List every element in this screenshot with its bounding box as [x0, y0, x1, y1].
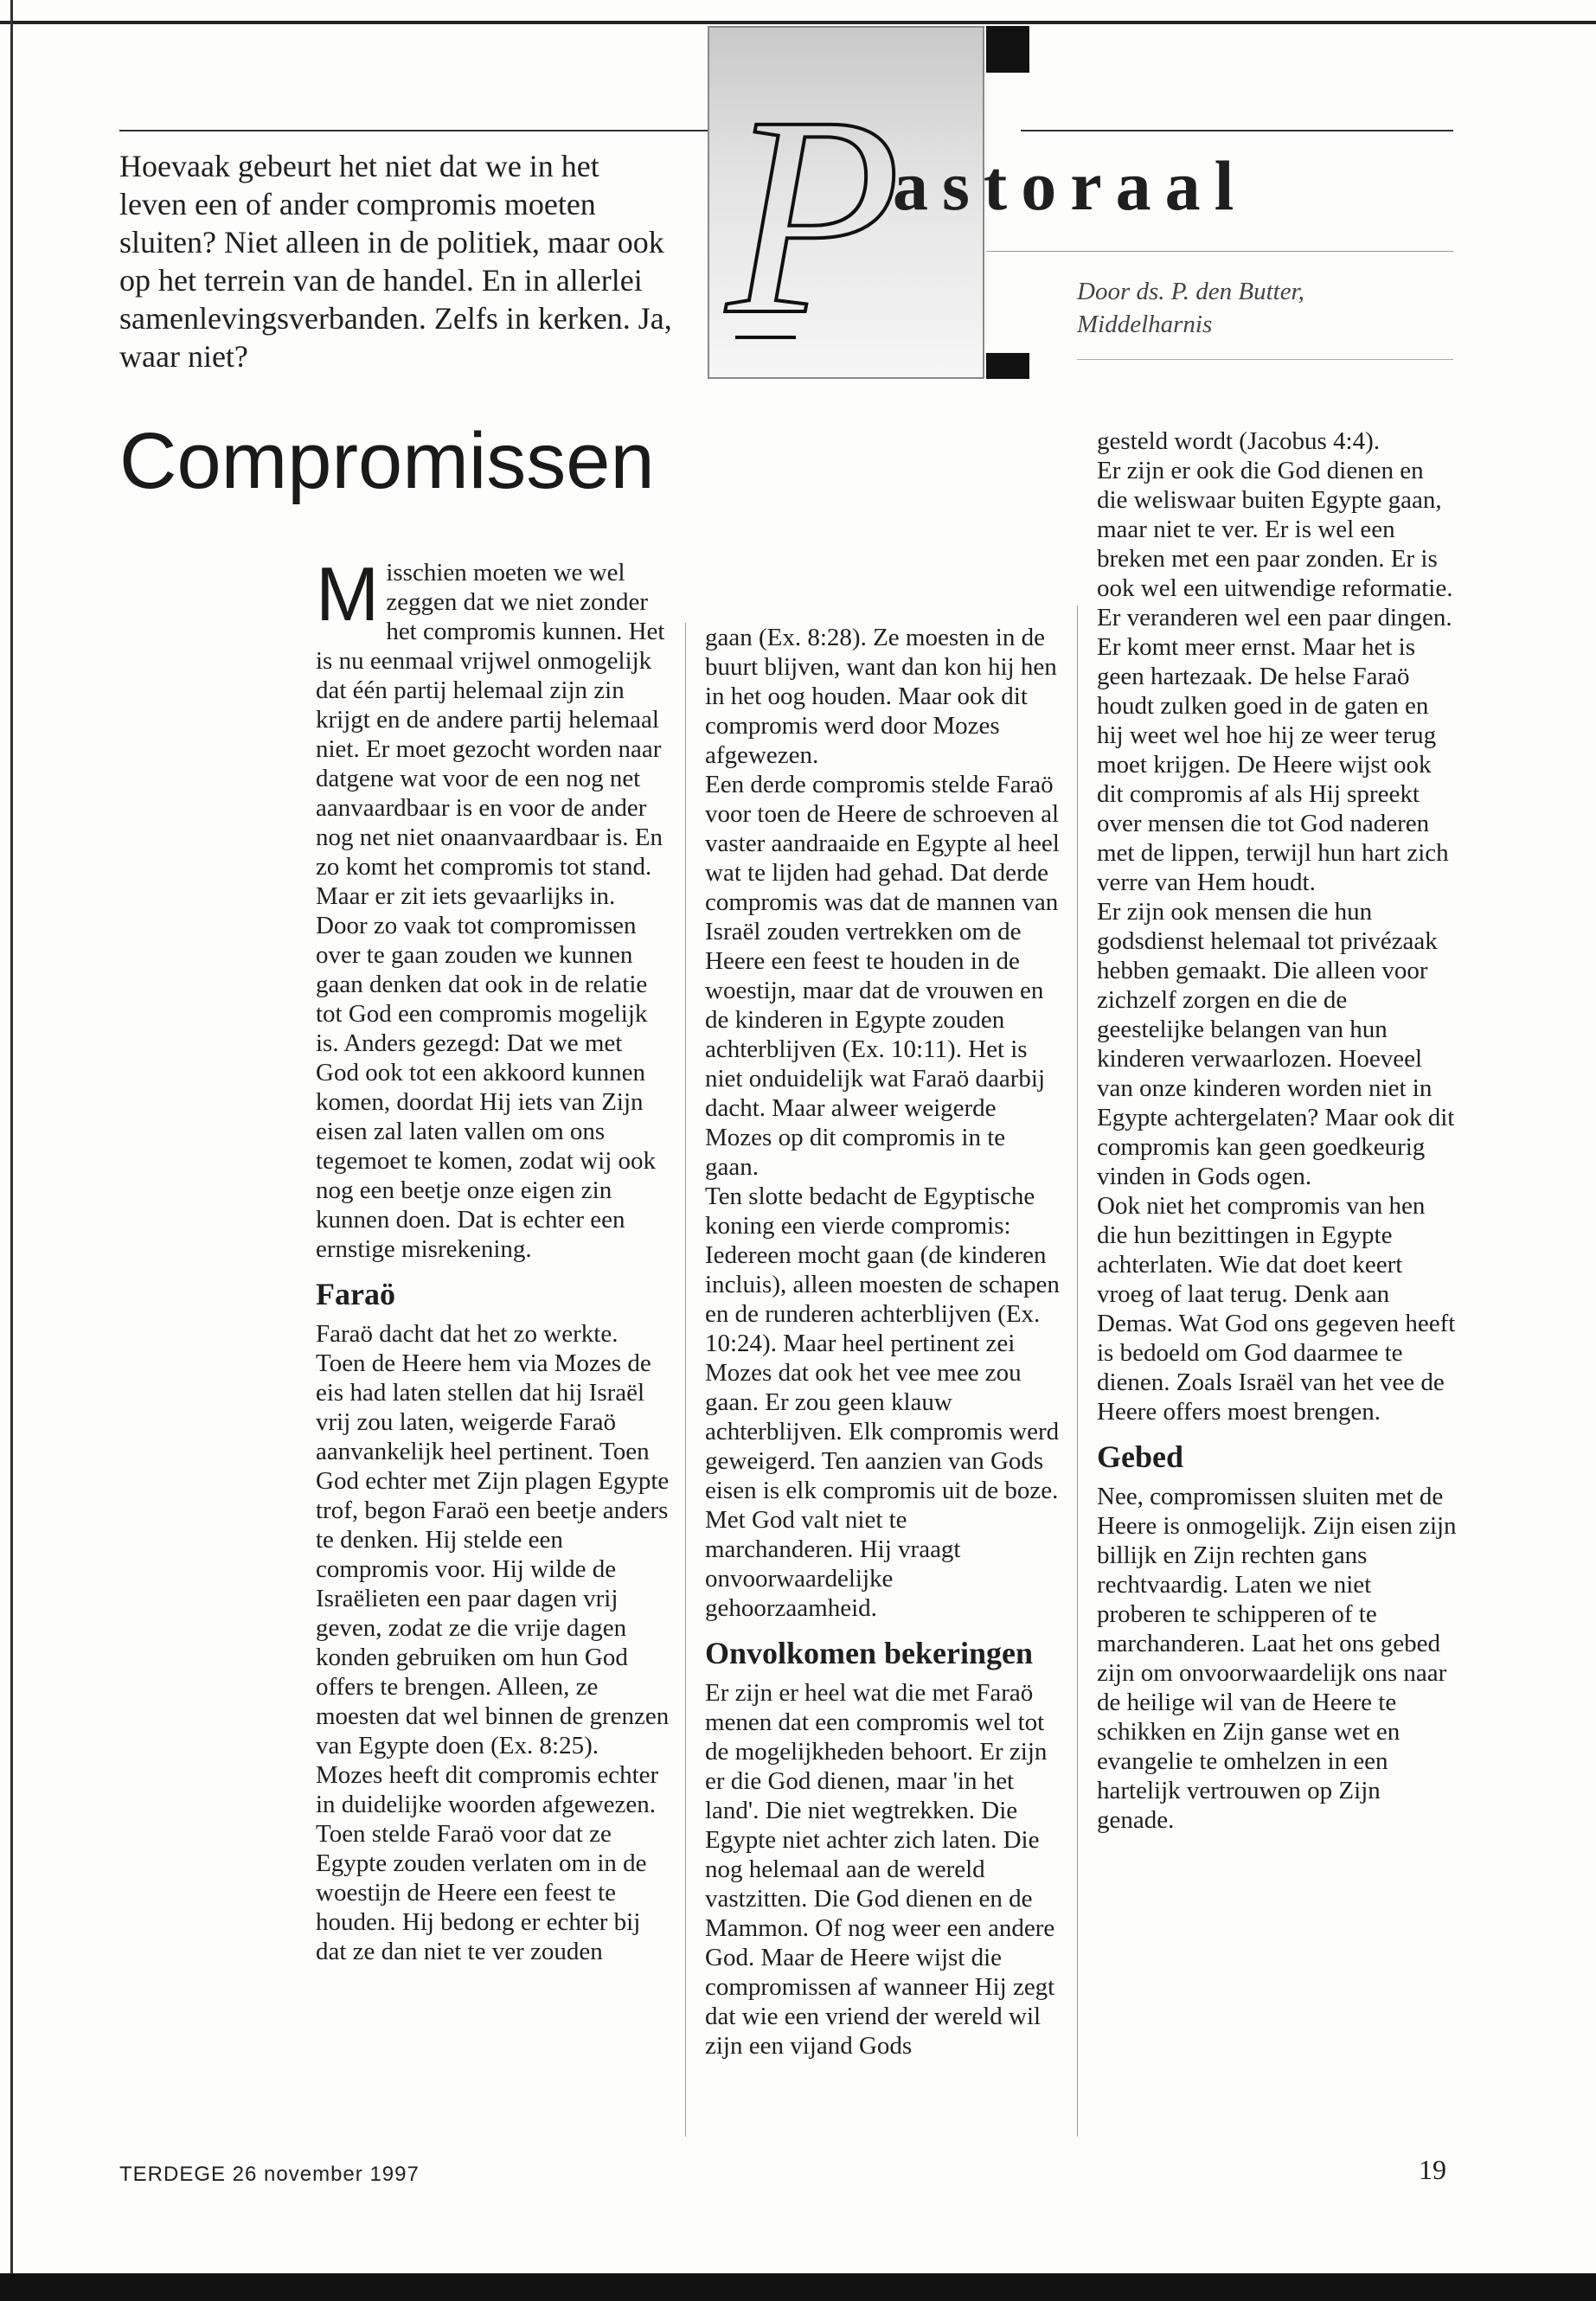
- lead-paragraph: [316, 551, 670, 881]
- byline-place: Middelharnis: [1077, 311, 1213, 338]
- intro-rule: [119, 130, 742, 131]
- page-number: 19: [1419, 2154, 1446, 2185]
- section-title: astoraal: [893, 146, 1248, 225]
- byline-rule: [986, 251, 1453, 252]
- header-rule: [1021, 130, 1453, 131]
- byline: [1077, 275, 1304, 341]
- paragraph: Er zijn er ook die God dienen en die weliswaar buiten Egypte gaan, maar niet te ver. Er is wel een breken met een paar zonden. Er is ook wel een uitwendige reformatie. Er veranderen wel een paar dingen. Er komt meer ernst. Maar het is geen hartezaak. De helse Faraö houdt zulken goed in de gaten en hij weet wel hoe hij ze weer terug moet krijgen. De Heere wijst ook dit compromis af als Hij spreekt over mensen die tot God naderen met de lippen, terwijl hun hart zich verre van Hem houdt.: [1097, 457, 1453, 896]
- drop-cap: M: [316, 551, 380, 637]
- top-rule: [0, 21, 1596, 24]
- paragraph: Er zijn er heel wat die met Faraö menen dat een compromis wel tot de mogelijkheden behoort. Er zijn er die God dienen, maar 'in het land'. Die niet wegtrekken. Die Egypte niet achter zich laten. Die nog helemaal aan de wereld vastzitten. Die God dienen en de Mammon. Of nog weer een andere God. Maar de Heere wijst die compromissen af wanneer Hij zegt dat wie een vriend der wereld wil zijn een vijand Gods: [705, 1679, 1055, 2060]
- paragraph: gaan (Ex. 8:28). Ze moesten in de buurt blijven, want dan kon hij hen in het oog houden. Maar ook dit compromis werd door Mozes afgewezen.: [705, 624, 1057, 769]
- paragraph: Een derde compromis stelde Faraö voor toen de Heere de schroeven al vaster aandraaide en Egypte al heel wat te lijden had gehad. Dat derde compromis was dat de mannen van Israël zouden vertrekken om de Heere een feest te houden in de woestijn, maar dat de vrouwen en de kinderen in Egypte zouden achterblijven (Ex. 10:11). Het is niet onduidelijk wat Faraö daarbij dacht. Maar alweer weigerde Mozes op dit compromis in te gaan.: [705, 771, 1060, 1181]
- paragraph: Er zijn ook mensen die hun godsdienst helemaal tot privézaak hebben gemaakt. Die alleen voor zichzelf zorgen en die de geestelijke belangen van hun kinderen verwaarlozen. Hoeveel van onze kinderen worden niet in Egypte achtergelaten? Maar ook dit compromis kan geen goedkeurig vinden in Gods ogen.: [1097, 898, 1455, 1190]
- lead-text: isschien moeten we wel zeggen dat we niet zonder het compromis kunnen. Het is nu eenmaal vrijwel onmogelijk dat één partij helemaal zijn zin krijgt en de andere partij helemaal niet. Er moet gezocht worden naar datgene wat voor de een nog net aanvaardbaar is en voor de ander nog net niet onaanvaardbaar is. En zo komt het compromis tot stand.: [316, 559, 665, 881]
- intro-paragraph: Hoevaak gebeurt het niet dat we in het leven een of ander compromis moeten sluiten? Niet alleen in de politiek, maar ook op het terrein van de handel. En in allerlei samenlevingsverbanden. Zelfs in kerken. Ja, waar niet?: [119, 149, 672, 374]
- scan-edge: [10, 0, 13, 2301]
- paragraph: gesteld wordt (Jacobus 4:4).: [1097, 427, 1380, 455]
- paragraph: Faraö dacht dat het zo werkte. Toen de Heere hem via Mozes de eis had laten stellen dat hij Israël vrij zou laten, weigerde Faraö aanvankelijk heel pertinent. Toen God echter met Zijn plagen Egypte trof, begon Faraö een beetje anders te denken. Hij stelde een compromis voor. Hij wilde de Israëlieten een paar dagen vrij geven, zodat ze die vrije dagen konden gebruiken om hun God offers te brengen. Alleen, ze moesten dat wel binnen de grenzen van Egypte doen (Ex. 8:25). Mozes heeft dit compromis echter in duidelijke woorden afgewezen.: [316, 1320, 670, 1818]
- article-column-2: [705, 623, 1060, 2061]
- paragraph: Ten slotte bedacht de Egyptische koning een vierde compromis: Iedereen mocht gaan (de kinderen incluis), alleen moesten de schapen en de runderen achterblijven (Ex. 10:24). Maar heel pertinent zei Mozes dat ook het vee mee zou gaan. Er zou geen klauw achterblijven. Elk compromis werd geweigerd. Ten aanzien van Gods eisen is elk compromis uit de boze. Met God valt niet te marchanderen. Hij vraagt onvoorwaardelijke gehoorzaamheid.: [705, 1183, 1060, 1622]
- subheading: Faraö: [316, 1277, 395, 1311]
- article-headline: Compromissen: [119, 417, 655, 505]
- logo-initial: P: [727, 58, 901, 346]
- bottom-bar: [0, 2273, 1596, 2301]
- paragraph: Maar er zit iets gevaarlijks in. Door zo vaak tot compromissen over te gaan zouden we kunnen gaan denken dat ook in de relatie tot God een compromis mogelijk is. Anders gezegd: Dat we met God ook tot een akkoord kunnen komen, doordat Hij iets van Zijn eisen zal laten vallen om ons tegemoet te komen, zodat wij ook nog een beetje onze eigen zin kunnen doen. Dat is echter een ernstige misrekening.: [316, 882, 657, 1263]
- publication-footer: TERDEGE 26 november 1997: [119, 2163, 420, 2186]
- article-column-1: [316, 551, 670, 1966]
- byline-author: Door ds. P. den Butter,: [1077, 278, 1304, 305]
- paragraph: Ook niet het compromis van hen die hun bezittingen in Egypte achterlaten. Wie dat doet keert vroeg of laat terug. Denk aan Demas. Wat God ons gegeven heeft is bedoeld om God daarmee te dienen. Zoals Israël van het vee de Heere offers moest brengen.: [1097, 1192, 1456, 1426]
- subheading: Onvolkomen bekeringen: [705, 1636, 1034, 1670]
- article-column-3: [1097, 426, 1460, 1835]
- logo-bar-top: [986, 26, 1029, 73]
- column-divider: [1077, 606, 1078, 2137]
- logo-bar-bottom: [986, 353, 1029, 379]
- paragraph: Nee, compromissen sluiten met de Heere is onmogelijk. Zijn eisen zijn billijk en Zijn rechten gans rechtvaardig. Laten we niet proberen te schipperen of te marchanderen. Laat het ons gebed zijn om onvoorwaardelijk ons naar de heilige wil van de Heere te schikken en Zijn ganse wet en evangelie te omhelzen in een hartelijk vertrouwen op Zijn genade.: [1097, 1483, 1457, 1834]
- subheading: Gebed: [1097, 1439, 1184, 1474]
- byline-rule-bottom: [1077, 359, 1453, 360]
- paragraph: Toen stelde Faraö voor dat ze Egypte zouden verlaten om in de woestijn de Heere een feest te houden. Hij bedong er echter bij dat ze dan niet te ver zouden: [316, 1820, 647, 1965]
- column-divider: [685, 623, 686, 2137]
